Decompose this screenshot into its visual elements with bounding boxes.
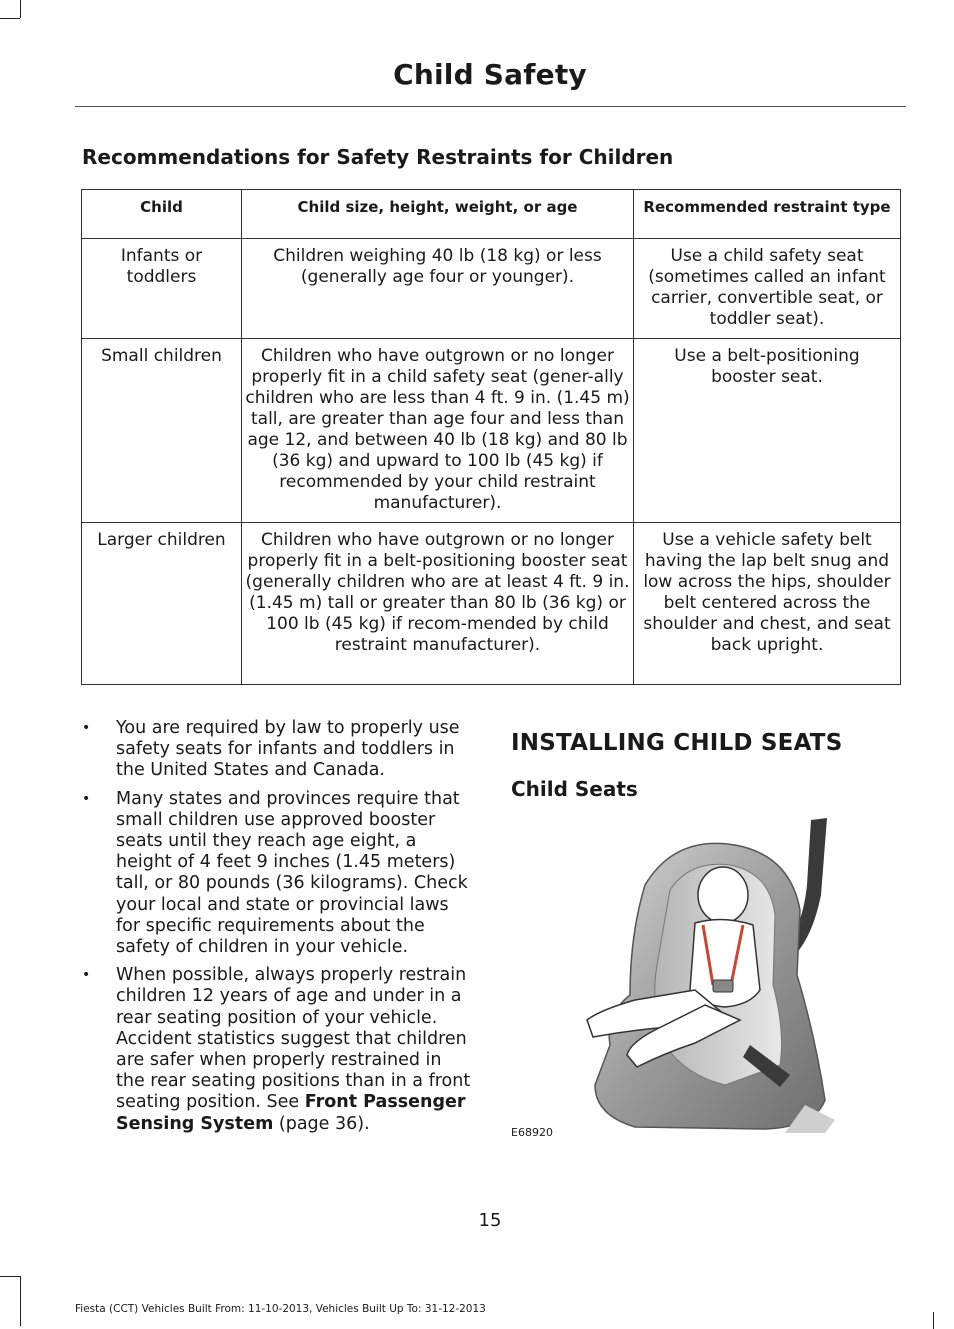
child-seats-subheading: Child Seats (511, 777, 638, 801)
column-header-child: Child (82, 190, 242, 239)
list-item (82, 965, 474, 1135)
list-item (82, 789, 474, 959)
bullet-text: Many states and provinces require that small children use approved booster seats until they reach age eight, a height of 4 feet 9 inches (1.45 meters) tall, or 80 pounds (36 kilograms). Check your local and state or provincial laws for specific requirements about the safety of children in your vehicle. (116, 788, 468, 958)
table-cell: Use a belt-positioning booster seat. (634, 339, 901, 523)
table-cell: Larger children (82, 523, 242, 685)
column-header-size: Child size, height, weight, or age (242, 190, 634, 239)
table-row (82, 523, 901, 685)
page-title: Child Safety (393, 58, 587, 91)
page-reference: (page 36). (273, 1113, 370, 1134)
table-cell: Children who have outgrown or no longer properly fit in a child safety seat (gener-ally children who are less than 4 ft. 9 in. (1.45 m) tall, are greater than age four and less than age 12, and between 40 lb (18 kg) and 80 lb (36 kg) and upward to 100 lb (45 kg) if recommended by your child restraint manufacturer). (242, 339, 634, 523)
crop-mark (0, 18, 20, 19)
bullet-list (82, 718, 474, 1142)
table-row (82, 339, 901, 523)
harness-buckle-shape (713, 980, 733, 992)
bullet-marker: • (82, 790, 91, 807)
figure-code: E68920 (511, 1126, 553, 1139)
table-cell: Use a vehicle safety belt having the lap belt snug and low across the hips, shoulder belt centered across the shoulder and chest, and seat back upright. (634, 523, 901, 685)
page-number: 15 (478, 1210, 502, 1231)
table-cell: Infants or toddlers (82, 239, 242, 339)
cross-reference-link[interactable]: Front Passenger Sensing System (116, 1092, 466, 1134)
table-cell: Children who have outgrown or no longer properly fit in a belt-positioning booster seat (generally children who are at least 4 ft. 9 in. (1.45 m) tall or greater than 80 lb (36 kg) or 100 lb (45 kg) if recom-mended by child restraint manufacturer). (242, 523, 634, 685)
title-divider (75, 106, 906, 107)
table-cell: Small children (82, 339, 242, 523)
list-item (82, 718, 474, 782)
installing-heading: INSTALLING CHILD SEATS (511, 730, 843, 756)
bullet-text: When possible, always properly restrain children 12 years of age and under in a rear seating position of your vehicle. Accident statistics suggest that children are safer when properly restrained in the rear seating positions than in a front seating position. See (116, 965, 471, 1113)
child-seat-illustration (575, 815, 835, 1133)
table-cell: Use a child safety seat (sometimes called an infant carrier, convertible seat, or toddler seat). (634, 239, 901, 339)
child-head-shape (698, 867, 748, 923)
crop-mark (0, 1276, 20, 1277)
footer-text: Fiesta (CCT) Vehicles Built From: 11-10-2013, Vehicles Built Up To: 31-12-2013 (75, 1303, 486, 1315)
table-header-row (82, 190, 901, 239)
bullet-text: You are required by law to properly use safety seats for infants and toddlers in the United States and Canada. (116, 718, 460, 781)
section-heading: Recommendations for Safety Restraints for Children (82, 145, 674, 169)
bullet-marker: • (82, 720, 91, 736)
table-cell: Children weighing 40 lb (18 kg) or less (generally age four or younger). (242, 239, 634, 339)
crop-mark (20, 0, 21, 18)
restraint-recommendations-table (81, 189, 901, 685)
crop-mark (933, 1312, 934, 1329)
crop-mark (20, 1276, 21, 1326)
table-row (82, 239, 901, 339)
column-header-restraint: Recommended restraint type (634, 190, 901, 239)
bullet-marker: • (82, 967, 91, 984)
